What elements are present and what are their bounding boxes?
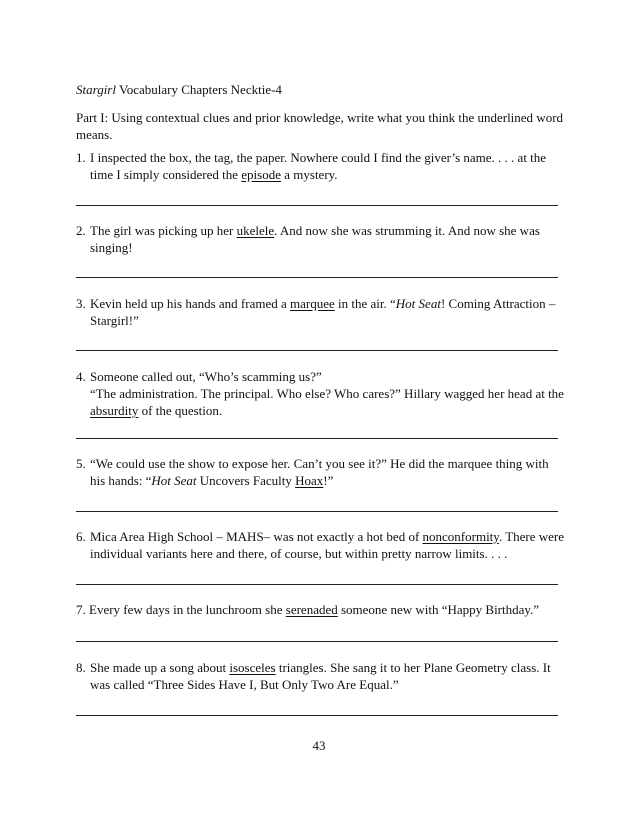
question-number: 2. bbox=[76, 223, 86, 238]
question-2 bbox=[76, 222, 566, 256]
question-text bbox=[90, 659, 566, 693]
question-number: 1. bbox=[76, 150, 86, 165]
vocab-word: episode bbox=[241, 167, 281, 182]
vocab-word: Hoax bbox=[295, 473, 324, 488]
italic-text: Hot Seat bbox=[151, 473, 197, 488]
vocab-word: nonconformity bbox=[422, 529, 499, 544]
question-text bbox=[90, 149, 566, 183]
question-3 bbox=[76, 295, 566, 329]
vocab-word: absurdity bbox=[90, 403, 139, 418]
question-text bbox=[90, 368, 572, 419]
vocab-word: serenaded bbox=[285, 602, 338, 617]
answer-line-2[interactable] bbox=[76, 277, 558, 278]
text-run: Uncovers Faculty bbox=[196, 473, 296, 488]
question-number: 5. bbox=[76, 456, 86, 471]
text-run: I inspected the box, the tag, the paper. Nowhere could I find the giver’s name. . . . at the time I simply considered the bbox=[90, 150, 547, 182]
text-run: Mica Area High School – MAHS– was not exactly a hot bed of bbox=[90, 529, 423, 544]
answer-line-5[interactable] bbox=[76, 511, 558, 512]
text-run: in the air. “ bbox=[334, 296, 396, 311]
vocab-word: marquee bbox=[290, 296, 335, 311]
answer-line-1[interactable] bbox=[76, 205, 558, 206]
question-8 bbox=[76, 659, 566, 693]
question-5 bbox=[76, 455, 566, 489]
text-run: “We could use the show to expose her. Can’t you see it?” He did the marquee thing with his hands: “ bbox=[90, 456, 549, 488]
text-run: “The administration. The principal. Who else? Who cares?” Hillary wagged her head at the bbox=[90, 386, 564, 401]
question-text bbox=[90, 455, 566, 489]
text-run: . And now she was strumming it. And now she was singing! bbox=[90, 223, 540, 255]
text-run: . There were individual variants here and there, of course, but within pretty narrow limits. . . . bbox=[90, 529, 565, 561]
question-text bbox=[90, 222, 566, 256]
answer-line-8[interactable] bbox=[76, 715, 558, 716]
title-rest: Vocabulary Chapters Necktie-4 bbox=[115, 82, 282, 97]
question-number: 8. bbox=[76, 660, 86, 675]
question-4 bbox=[76, 368, 572, 419]
question-number: 4. bbox=[76, 369, 86, 384]
answer-line-4[interactable] bbox=[76, 438, 558, 439]
question-7 bbox=[76, 601, 566, 618]
text-run: triangles. She sang it to her Plane Geometry class. It was called “Three Sides Have I, But Only Two Are Equal.” bbox=[90, 660, 551, 692]
question-1 bbox=[76, 149, 566, 183]
text-run: !” bbox=[323, 473, 334, 488]
question-number: 7. bbox=[76, 602, 86, 617]
text-run: Kevin held up his hands and framed a bbox=[90, 296, 291, 311]
text-run: of the question. bbox=[138, 403, 223, 418]
vocab-word: ukelele bbox=[236, 223, 275, 238]
text-run: Someone called out, “Who’s scamming us?” bbox=[90, 369, 322, 384]
question-text bbox=[90, 528, 566, 562]
text-run: The girl was picking up her bbox=[90, 223, 237, 238]
text-run: She made up a song about bbox=[90, 660, 230, 675]
answer-line-7[interactable] bbox=[76, 641, 558, 642]
answer-line-3[interactable] bbox=[76, 350, 558, 351]
question-text bbox=[90, 295, 566, 329]
text-run: Every few days in the lunchroom she bbox=[89, 602, 286, 617]
question-number: 3. bbox=[76, 296, 86, 311]
answer-line-6[interactable] bbox=[76, 584, 558, 585]
question-6 bbox=[76, 528, 566, 562]
text-run: ! Coming Attraction – Stargirl!” bbox=[90, 296, 556, 328]
italic-text: Hot Seat bbox=[395, 296, 441, 311]
question-number: 6. bbox=[76, 529, 86, 544]
page-number: 43 bbox=[312, 738, 326, 753]
text-run: a mystery. bbox=[281, 167, 338, 182]
question-text bbox=[89, 602, 539, 617]
vocab-word: isosceles bbox=[229, 660, 276, 675]
book-title: Stargirl bbox=[76, 82, 116, 97]
instructions: Part I: Using contextual clues and prior knowledge, write what you think the underlined word means. bbox=[76, 110, 564, 142]
worksheet-title bbox=[76, 81, 282, 98]
text-run: someone new with “Happy Birthday.” bbox=[337, 602, 540, 617]
